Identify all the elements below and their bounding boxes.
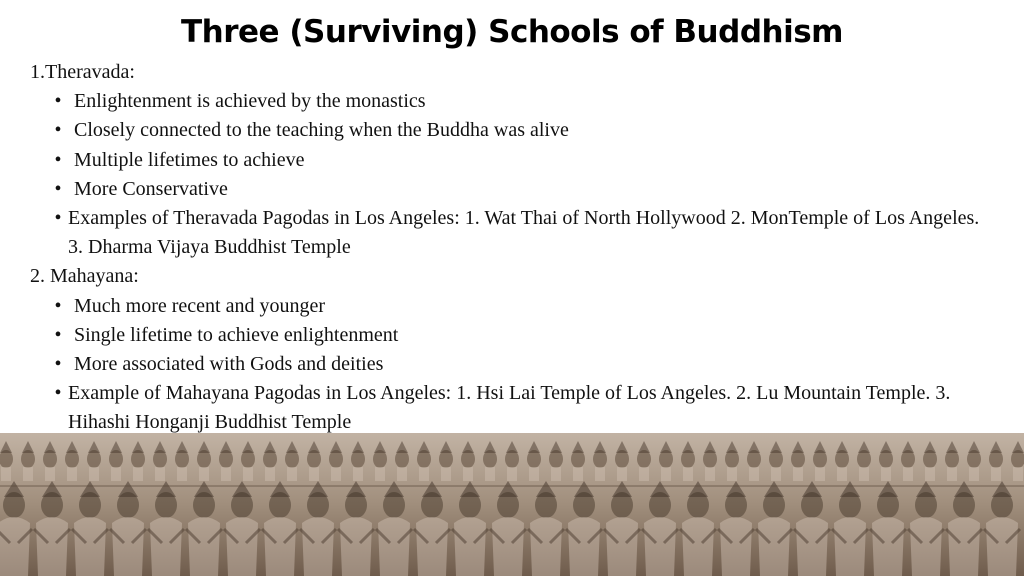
- relief-figure-detail: [264, 517, 296, 576]
- slide-body: [30, 58, 990, 438]
- bullet-icon: •: [54, 323, 62, 346]
- relief-figure-detail: [837, 467, 847, 481]
- relief-figure-detail: [568, 517, 600, 576]
- list-item-text: Example of Mahayana Pagodas in Los Angeles: 1. Hsi Lai Temple of Los Angeles. 2. Lu Mountain Temple. 3. Hihashi Honganji Buddhist Temple: [68, 382, 951, 434]
- list-item: [48, 321, 990, 350]
- bullet-icon: •: [54, 90, 62, 113]
- relief-figure-detail: [378, 517, 410, 576]
- relief-carving-illustration: [0, 433, 1024, 576]
- list-item-text: Closely connected to the teaching when the Buddha was alive: [74, 119, 569, 142]
- list-item: [48, 116, 990, 145]
- section-heading-mahayana: 2. Mahayana:: [30, 265, 139, 288]
- list-item-text: Single lifetime to achieve enlightenment: [74, 323, 399, 346]
- relief-figure-detail: [617, 467, 627, 481]
- relief-figure-detail: [492, 517, 524, 576]
- list-item-text: More associated with Gods and deities: [74, 353, 384, 376]
- list-item: [48, 87, 990, 116]
- relief-figure-detail: [111, 467, 121, 481]
- bullet-icon: •: [54, 148, 62, 171]
- relief-figure-detail: [309, 467, 319, 481]
- relief-figure-detail: [302, 517, 334, 576]
- relief-figure-detail: [682, 517, 714, 576]
- relief-figure-detail: [226, 517, 258, 576]
- theravada-bullet-list: [30, 87, 990, 262]
- relief-figure-detail: [991, 467, 1001, 481]
- relief-figure-detail: [834, 517, 866, 576]
- relief-figure-detail: [947, 467, 957, 481]
- relief-figure-detail: [796, 517, 828, 576]
- list-item-text: More Conservative: [74, 177, 228, 200]
- bullet-icon: •: [54, 353, 62, 376]
- relief-figure-detail: [639, 467, 649, 481]
- relief-figure-detail: [1, 467, 11, 481]
- slide-title: Three (Surviving) Schools of Buddhism: [181, 14, 843, 50]
- relief-figure-detail: [925, 467, 935, 481]
- relief-figure-detail: [529, 467, 539, 481]
- list-item-text: Multiple lifetimes to achieve: [74, 148, 305, 171]
- relief-figure-detail: [23, 467, 33, 481]
- relief-figure-detail: [177, 467, 187, 481]
- relief-figure-detail: [1013, 467, 1023, 481]
- relief-figure-detail: [683, 467, 693, 481]
- relief-figure-detail: [485, 467, 495, 481]
- relief-figure-detail: [530, 517, 562, 576]
- relief-figure-detail: [986, 517, 1018, 576]
- relief-figure-detail: [397, 467, 407, 481]
- relief-figure-detail: [815, 467, 825, 481]
- relief-figure-detail: [441, 467, 451, 481]
- relief-figure-detail: [661, 467, 671, 481]
- relief-figure-detail: [551, 467, 561, 481]
- relief-figure-detail: [340, 517, 372, 576]
- list-item-text: Much more recent and younger: [74, 294, 326, 317]
- relief-figure-detail: [758, 517, 790, 576]
- bullet-icon: •: [54, 382, 62, 405]
- relief-figure-detail: [727, 467, 737, 481]
- relief-figure-detail: [150, 517, 182, 576]
- list-item-text: Enlightenment is achieved by the monastics: [74, 90, 426, 113]
- relief-figure-detail: [872, 517, 904, 576]
- relief-figure-detail: [221, 467, 231, 481]
- relief-figure-detail: [606, 517, 638, 576]
- bullet-icon: •: [54, 177, 62, 200]
- relief-figure-detail: [112, 517, 144, 576]
- relief-figure-detail: [910, 517, 942, 576]
- section-heading-theravada: 1.Theravada:: [30, 61, 135, 83]
- bullet-icon: •: [54, 207, 62, 230]
- relief-figure-detail: [375, 467, 385, 481]
- list-item: [48, 292, 990, 321]
- relief-figure-detail: [416, 517, 448, 576]
- bullet-icon: •: [54, 119, 62, 142]
- relief-figure-detail: [903, 467, 913, 481]
- relief-figure-detail: [67, 467, 77, 481]
- relief-figure-detail: [644, 517, 676, 576]
- relief-figure-detail: [265, 467, 275, 481]
- mahayana-bullet-list: [30, 292, 990, 438]
- relief-figure-detail: [331, 467, 341, 481]
- relief-figure-detail: [353, 467, 363, 481]
- relief-figure-detail: [454, 517, 486, 576]
- relief-figure-detail: [287, 467, 297, 481]
- relief-figure-detail: [793, 467, 803, 481]
- list-item: [48, 146, 990, 175]
- relief-figure-detail: [881, 467, 891, 481]
- list-item-text: Examples of Theravada Pagodas in Los Angeles: 1. Wat Thai of North Hollywood 2. MonTemple of Los Angeles. 3. Dharma Vijaya Buddhist Temple: [68, 207, 980, 259]
- relief-figure-detail: [419, 467, 429, 481]
- relief-figure-detail: [89, 467, 99, 481]
- relief-figure-detail: [969, 467, 979, 481]
- relief-figure-detail: [573, 467, 583, 481]
- list-item: [48, 175, 990, 204]
- relief-figure-detail: [155, 467, 165, 481]
- relief-figure-detail: [0, 485, 1024, 487]
- relief-figure-detail: [74, 517, 106, 576]
- relief-figure-detail: [720, 517, 752, 576]
- relief-figure-detail: [463, 467, 473, 481]
- relief-figure-detail: [749, 467, 759, 481]
- relief-figure-detail: [133, 467, 143, 481]
- relief-figure-detail: [771, 467, 781, 481]
- relief-figure-detail: [948, 517, 980, 576]
- list-item: [48, 350, 990, 379]
- relief-figure-detail: [243, 467, 253, 481]
- relief-figure-detail: [859, 467, 869, 481]
- relief-figure-detail: [45, 467, 55, 481]
- list-item: [48, 204, 990, 262]
- relief-figure-detail: [595, 467, 605, 481]
- list-item: [48, 379, 990, 437]
- relief-figure-detail: [507, 467, 517, 481]
- relief-figure-detail: [188, 517, 220, 576]
- stone-relief-carving-image: [0, 433, 1024, 576]
- relief-figure-detail: [199, 467, 209, 481]
- relief-figure-detail: [0, 517, 30, 576]
- relief-figure-detail: [36, 517, 68, 576]
- relief-figure-detail: [705, 467, 715, 481]
- bullet-icon: •: [54, 294, 62, 317]
